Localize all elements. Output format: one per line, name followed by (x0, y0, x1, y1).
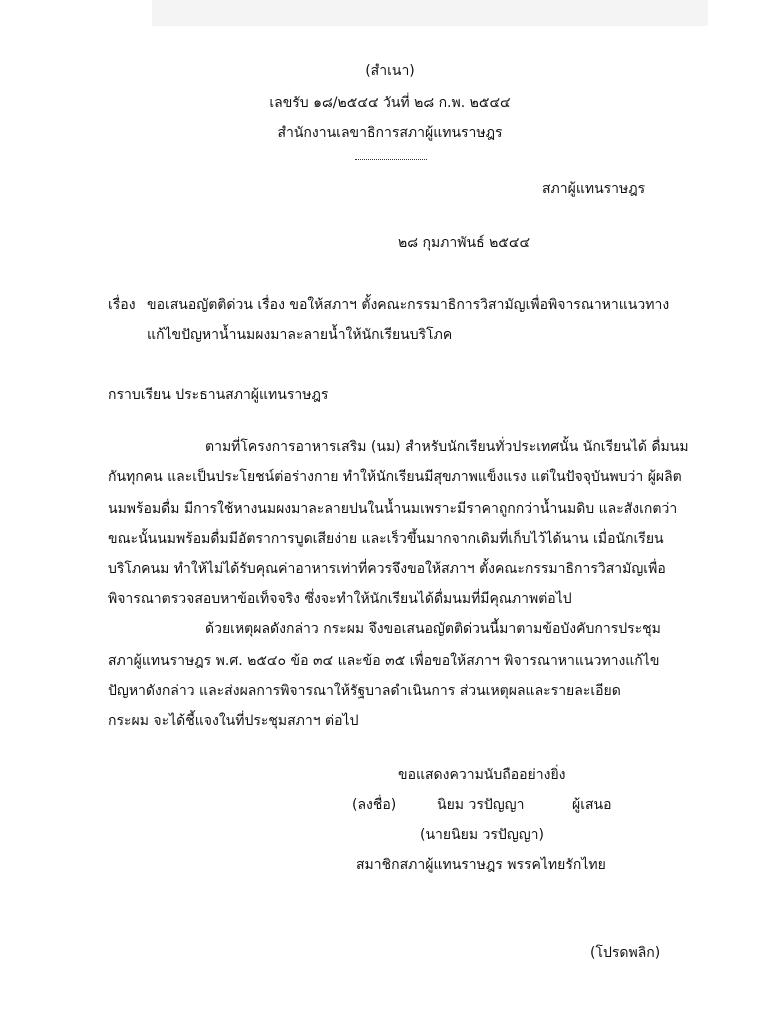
printed-name: (นายนิยม วรปัญญา) (420, 827, 544, 843)
separator-line (355, 159, 427, 160)
paragraph2-line: กระผม จะได้ชี้แจงในที่ประชุมสภาฯ ต่อไป (108, 713, 359, 729)
paragraph1-line: กันทุกคน และเป็นประโยชน์ต่อร่างกาย ทำให้นักเรียนมีสุขภาพแข็งแรง แต่ในปัจจุบันพบว่า ผู้ผลิต (108, 469, 682, 485)
paragraph1-line: นมพร้อมดื่ม มีการใช้หางนมผงมาละลายปนในน้ำนมเพราะมีราคาถูกกว่าน้ำนมดิบ และสังเกตว่า (108, 501, 678, 517)
paragraph1-line: ขณะนั้นนมพร้อมดื่มมีอัตราการบูดเสียง่าย และเร็วขึ้นมากจากเดิมที่เก็บไว้ได้นาน เมื่อนักเรียน (108, 531, 664, 547)
paragraph1-line: ตามที่โครงการอาหารเสริม (นม) สำหรับนักเรียนทั่วประเทศนั้น นักเรียนได้ ดื่มนม (205, 439, 689, 455)
receipt-line: เลขรับ ๑๘/๒๕๔๔ วันที่ ๒๘ ก.พ. ๒๕๔๔ (269, 95, 511, 111)
subject-label: เรื่อง (108, 297, 136, 313)
copy-label: (สำเนา) (365, 63, 415, 79)
addressee-org: สภาผู้แทนราษฎร (542, 181, 646, 197)
paragraph1-line: พิจารณาตรวจสอบหาข้อเท็จจริง ซึ่งจะทำให้นักเรียนได้ดื่มนมที่มีคุณภาพต่อไป (108, 591, 572, 607)
scan-top-strip (152, 0, 708, 26)
sign-label: (ลงชื่อ) (352, 797, 397, 813)
subject-line-2: แก้ไขปัญหาน้ำนมผงมาละลายน้ำให้นักเรียนบริโภค (147, 327, 453, 343)
subject-line-1: ขอเสนอญัตติด่วน เรื่อง ขอให้สภาฯ ตั้งคณะกรรมาธิการวิสามัญเพื่อพิจารณาหาแนวทาง (147, 297, 670, 313)
signer-name: นิยม วรปัญญา (437, 797, 525, 813)
salutation: กราบเรียน ประธานสภาผู้แทนราษฎร (108, 387, 329, 403)
signer-position: สมาชิกสภาผู้แทนราษฎร พรรคไทยรักไทย (356, 857, 606, 873)
paragraph2-line: สภาผู้แทนราษฎร พ.ศ. ๒๕๔๐ ข้อ ๓๔ และข้อ ๓๕ เพื่อขอให้สภาฯ พิจารณาหาแนวทางแก้ไข (108, 653, 660, 669)
paragraph1-line: บริโภคนม ทำให้ไม่ได้รับคุณค่าอาหารเท่าที่ควรจึงขอให้สภาฯ ตั้งคณะกรรมาธิการวิสามัญเพื่อ (108, 561, 666, 577)
turn-over-note: (โปรดพลิก) (590, 945, 661, 961)
office-name: สำนักงานเลขาธิการสภาผู้แทนราษฎร (277, 125, 503, 141)
letter-date: ๒๘ กุมภาพันธ์ ๒๕๔๔ (398, 235, 531, 251)
closing-respect: ขอแสดงความนับถืออย่างยิ่ง (398, 767, 566, 783)
paragraph2-line: ด้วยเหตุผลดังกล่าว กระผม จึงขอเสนอญัตติด่วนนี้มาตามข้อบังคับการประชุม (205, 621, 661, 637)
paragraph2-line: ปัญหาดังกล่าว และส่งผลการพิจารณาให้รัฐบาลดำเนินการ ส่วนเหตุผลและรายละเอียด (108, 683, 621, 699)
signer-role: ผู้เสนอ (572, 797, 612, 813)
